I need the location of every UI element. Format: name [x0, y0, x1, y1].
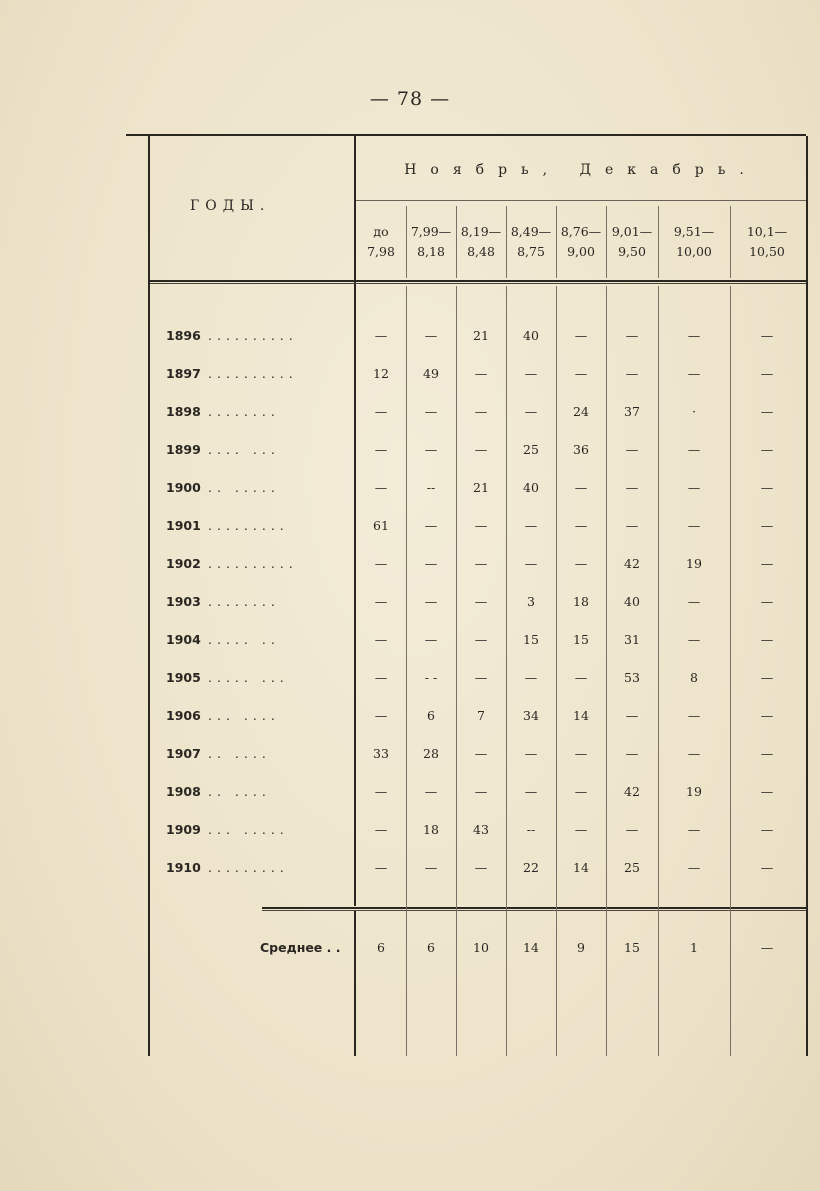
- table-cell: —: [374, 860, 388, 875]
- table-cell: —: [687, 746, 701, 761]
- table-cell: 19: [686, 784, 702, 799]
- column-header: [456, 222, 506, 262]
- table-cell: —: [524, 518, 538, 533]
- table-cell: —: [574, 556, 588, 571]
- table-cell: 8: [690, 670, 698, 685]
- table-cell: 6: [427, 708, 435, 723]
- row-year: 1902: [166, 556, 201, 571]
- table-cell: —: [424, 518, 438, 533]
- table-cell: —: [625, 366, 639, 381]
- table-cell: —: [760, 708, 774, 723]
- table-cell: —: [760, 594, 774, 609]
- footer-rule-double: [262, 910, 806, 911]
- page-number: — 78 —: [369, 88, 451, 110]
- table-cell: 53: [624, 670, 640, 685]
- column-header-bottom: 9,50: [618, 244, 646, 259]
- column-header-bottom: 10,00: [676, 244, 712, 259]
- table-cell: —: [687, 708, 701, 723]
- table-cell: 21: [473, 480, 489, 495]
- table-cell: —: [625, 746, 639, 761]
- table-cell: --: [526, 822, 536, 837]
- leader-dots: ..........: [208, 328, 298, 343]
- row-year: 1906: [166, 708, 201, 723]
- row-year: 1897: [166, 366, 201, 381]
- table-cell: —: [424, 556, 438, 571]
- average-cell: 6: [377, 940, 385, 955]
- table-row: [150, 784, 806, 822]
- table-cell: —: [687, 632, 701, 647]
- table-cell: 12: [373, 366, 389, 381]
- table-cell: —: [687, 442, 701, 457]
- table-cell: —: [424, 328, 438, 343]
- table-row: [150, 708, 806, 746]
- table-cell: —: [474, 784, 488, 799]
- table-cell: —: [474, 404, 488, 419]
- table-cell: —: [625, 518, 639, 533]
- table-cell: —: [374, 670, 388, 685]
- table-cell: —: [524, 404, 538, 419]
- table-cell: —: [474, 366, 488, 381]
- table-row: [150, 670, 806, 708]
- table-cell: —: [760, 328, 774, 343]
- table-cell: —: [760, 670, 774, 685]
- average-cell: 14: [523, 940, 539, 955]
- footer-rule: [262, 907, 806, 909]
- header-rule-double: [150, 283, 806, 284]
- column-header-top: 8,19—: [460, 224, 502, 239]
- table-cell: —: [574, 670, 588, 685]
- column-divider: [556, 206, 557, 278]
- column-header-top: до: [373, 224, 389, 239]
- table-cell: —: [760, 404, 774, 419]
- table-cell: —: [424, 632, 438, 647]
- table-cell: —: [760, 480, 774, 495]
- table-cell: 15: [523, 632, 539, 647]
- table-cell: —: [687, 822, 701, 837]
- leader-dots: ..........: [208, 366, 298, 381]
- table-cell: 21: [473, 328, 489, 343]
- table-row: [150, 518, 806, 556]
- row-year: 1899: [166, 442, 201, 457]
- table-cell: —: [374, 480, 388, 495]
- table-row: [150, 328, 806, 366]
- column-header: [406, 222, 456, 262]
- table-cell: 31: [624, 632, 640, 647]
- table-cell: —: [574, 480, 588, 495]
- table-cell: —: [687, 860, 701, 875]
- table-cell: —: [424, 594, 438, 609]
- column-divider: [658, 206, 659, 278]
- leader-dots: ..........: [208, 556, 298, 571]
- table-cell: —: [474, 670, 488, 685]
- table-cell: 33: [373, 746, 389, 761]
- leader-dots: .. ....: [208, 784, 271, 799]
- table-cell: —: [474, 632, 488, 647]
- table-cell: 34: [523, 708, 539, 723]
- table-cell: —: [687, 480, 701, 495]
- average-label: Среднее . .: [260, 940, 341, 955]
- average-cell: 9: [577, 940, 585, 955]
- table-cell: —: [574, 366, 588, 381]
- average-cell: 6: [427, 940, 435, 955]
- table-cell: —: [760, 632, 774, 647]
- table-cell: 15: [573, 632, 589, 647]
- table-cell: 42: [624, 784, 640, 799]
- table-cell: 36: [573, 442, 589, 457]
- table-cell: —: [424, 404, 438, 419]
- table-cell: —: [524, 746, 538, 761]
- table-cell: —: [760, 746, 774, 761]
- table-row: [150, 366, 806, 404]
- row-year: 1904: [166, 632, 201, 647]
- table-cell: 18: [573, 594, 589, 609]
- column-header: [730, 222, 804, 262]
- table-cell: —: [687, 366, 701, 381]
- column-header: [556, 222, 606, 262]
- column-header-top: 10,1—: [746, 224, 788, 239]
- row-year: 1896: [166, 328, 201, 343]
- table-cell: —: [574, 328, 588, 343]
- table-row: [150, 594, 806, 632]
- table-cell: —: [474, 556, 488, 571]
- column-header-bottom: 7,98: [367, 244, 395, 259]
- table-row: [150, 404, 806, 442]
- table-row: [150, 860, 806, 898]
- table-cell: —: [760, 822, 774, 837]
- leader-dots: .. .....: [208, 480, 280, 495]
- row-year: 1903: [166, 594, 201, 609]
- column-header-bottom: 8,18: [417, 244, 445, 259]
- table-cell: 7: [477, 708, 485, 723]
- row-year: 1910: [166, 860, 201, 875]
- table-cell: 25: [624, 860, 640, 875]
- table-cell: —: [374, 594, 388, 609]
- stub-header: ГОДЫ.: [190, 198, 271, 214]
- table-cell: —: [760, 518, 774, 533]
- table-cell: —: [524, 366, 538, 381]
- leader-dots: .... ...: [208, 442, 280, 457]
- table-cell: —: [374, 404, 388, 419]
- group-subrule: [356, 200, 806, 201]
- header-rule: [150, 280, 806, 282]
- column-header-top: 8,49—: [510, 224, 552, 239]
- table-cell: 28: [423, 746, 439, 761]
- leader-dots: .. ....: [208, 746, 271, 761]
- average-cell: —: [760, 940, 774, 955]
- table-cell: 14: [573, 860, 589, 875]
- column-header: [658, 222, 730, 262]
- table-cell: —: [374, 822, 388, 837]
- average-cell: 1: [690, 940, 698, 955]
- table-cell: 24: [573, 404, 589, 419]
- column-header-bottom: 8,48: [467, 244, 495, 259]
- row-year: 1907: [166, 746, 201, 761]
- table-cell: 61: [373, 518, 389, 533]
- table-cell: —: [374, 784, 388, 799]
- table-cell: —: [625, 442, 639, 457]
- table-cell: —: [760, 556, 774, 571]
- column-header-bottom: 8,75: [517, 244, 545, 259]
- table-cell: 43: [473, 822, 489, 837]
- table-cell: —: [424, 860, 438, 875]
- table-cell: 3: [527, 594, 535, 609]
- leader-dots: .........: [208, 860, 289, 875]
- table-cell: 40: [624, 594, 640, 609]
- table-cell: —: [687, 328, 701, 343]
- column-divider: [730, 206, 731, 278]
- table-cell: - -: [424, 670, 438, 685]
- average-cell: 10: [473, 940, 489, 955]
- table-cell: —: [687, 594, 701, 609]
- table-row: [150, 746, 806, 784]
- leader-dots: ... ....: [208, 708, 280, 723]
- table-cell: —: [374, 632, 388, 647]
- table-cell: 40: [523, 480, 539, 495]
- row-year: 1905: [166, 670, 201, 685]
- table-cell: —: [687, 518, 701, 533]
- column-header: [356, 222, 406, 262]
- table-cell: 22: [523, 860, 539, 875]
- table-cell: 49: [423, 366, 439, 381]
- table-cell: —: [760, 366, 774, 381]
- group-header: Ноябрь, Декабрь.: [404, 162, 758, 178]
- leader-dots: ..... ...: [208, 670, 289, 685]
- table-cell: —: [524, 670, 538, 685]
- average-cell: 15: [624, 940, 640, 955]
- leader-dots: ........: [208, 594, 280, 609]
- column-header: [606, 222, 658, 262]
- table-cell: —: [474, 594, 488, 609]
- table-cell: —: [625, 822, 639, 837]
- table-cell: —: [625, 708, 639, 723]
- leader-dots: ... .....: [208, 822, 289, 837]
- table-cell: —: [424, 442, 438, 457]
- column-header-top: 9,51—: [673, 224, 715, 239]
- stub-divider-lower: [354, 910, 356, 1056]
- table-cell: ·: [692, 404, 696, 419]
- table-cell: —: [524, 784, 538, 799]
- table-cell: —: [474, 860, 488, 875]
- table-cell: —: [625, 480, 639, 495]
- table-cell: —: [574, 822, 588, 837]
- column-divider: [456, 206, 457, 278]
- column-divider: [606, 206, 607, 278]
- row-year: 1901: [166, 518, 201, 533]
- table-cell: 25: [523, 442, 539, 457]
- table-cell: —: [374, 556, 388, 571]
- table-row: [150, 822, 806, 860]
- table-cell: —: [474, 518, 488, 533]
- table-cell: 19: [686, 556, 702, 571]
- average-row: [150, 940, 806, 978]
- column-header: [506, 222, 556, 262]
- column-divider: [406, 206, 407, 278]
- table-cell: —: [574, 746, 588, 761]
- table-cell: 40: [523, 328, 539, 343]
- table-cell: 18: [423, 822, 439, 837]
- data-table: [148, 136, 808, 1056]
- leader-dots: ........: [208, 404, 280, 419]
- table-cell: —: [524, 556, 538, 571]
- table-cell: —: [474, 442, 488, 457]
- table-cell: —: [424, 784, 438, 799]
- column-header-top: 8,76—: [560, 224, 602, 239]
- column-divider: [506, 206, 507, 278]
- table-cell: —: [374, 708, 388, 723]
- table-cell: —: [474, 746, 488, 761]
- table-cell: 14: [573, 708, 589, 723]
- table-cell: 42: [624, 556, 640, 571]
- row-year: 1909: [166, 822, 201, 837]
- column-header-bottom: 10,50: [749, 244, 785, 259]
- table-cell: —: [625, 328, 639, 343]
- table-row: [150, 480, 806, 518]
- row-year: 1908: [166, 784, 201, 799]
- column-header-top: 9,01—: [611, 224, 653, 239]
- table-cell: —: [374, 442, 388, 457]
- row-year: 1900: [166, 480, 201, 495]
- leader-dots: ..... ..: [208, 632, 280, 647]
- table-cell: —: [374, 328, 388, 343]
- table-row: [150, 632, 806, 670]
- table-row: [150, 442, 806, 480]
- table-cell: —: [760, 442, 774, 457]
- table-cell: 37: [624, 404, 640, 419]
- leader-dots: .........: [208, 518, 289, 533]
- table-cell: —: [760, 784, 774, 799]
- column-header-bottom: 9,00: [567, 244, 595, 259]
- column-header-top: 7,99—: [410, 224, 452, 239]
- table-row: [150, 556, 806, 594]
- table-cell: —: [574, 784, 588, 799]
- row-year: 1898: [166, 404, 201, 419]
- table-cell: —: [760, 860, 774, 875]
- table-cell: --: [426, 480, 436, 495]
- table-cell: —: [574, 518, 588, 533]
